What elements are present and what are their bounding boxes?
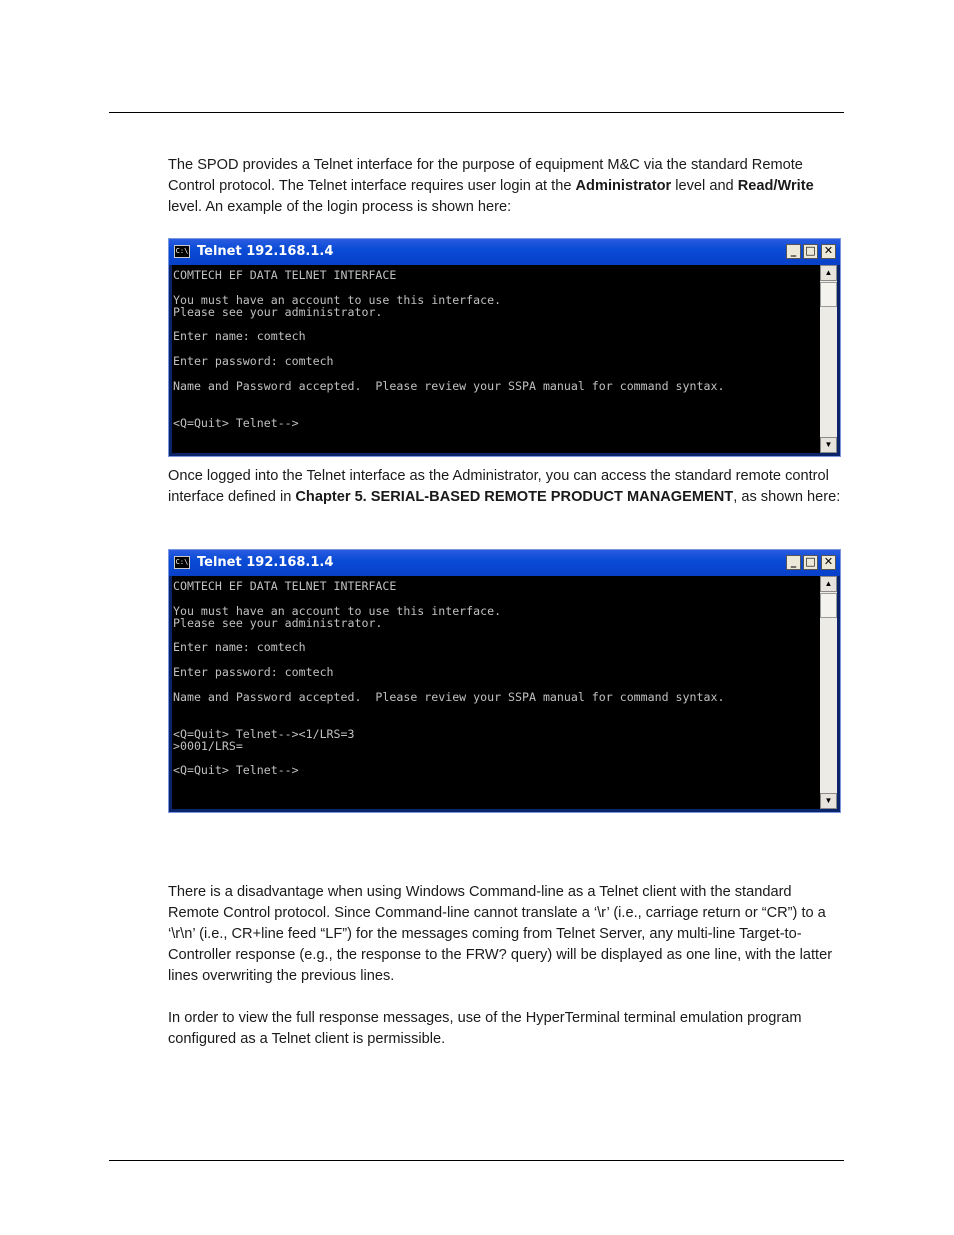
vertical-scrollbar[interactable] (820, 576, 837, 809)
intro-bold-administrator: Administrator (575, 178, 672, 194)
console-text: COMTECH EF DATA TELNET INTERFACE You must have an account to use this interface. Please see your administrator. Enter name: comtech Enter password: comtech Name and Password accepted. Please review your SSPA manual for command syntax. <Q=Quit> Telnet--> (173, 268, 725, 430)
telnet-window-login (168, 238, 841, 457)
window-title: Telnet 192.168.1.4 (197, 244, 334, 259)
window-title: Telnet 192.168.1.4 (197, 555, 334, 570)
scroll-down-button[interactable]: ▼ (820, 437, 837, 453)
close-button[interactable]: ✕ (821, 555, 836, 570)
intro-text-2: level and (671, 178, 738, 194)
intro-text-3: level. An example of the login process is shown here: (168, 199, 512, 215)
scroll-down-button[interactable]: ▼ (820, 793, 837, 809)
console-text: COMTECH EF DATA TELNET INTERFACE You must have an account to use this interface. Please see your administrator. Enter name: comtech Enter password: comtech Name and Password accepted. Please review your SSPA manual for command syntax. <Q=Quit> Telnet--><1/LRS=3 >0001/LRS= <Q=Quit> Telnet--> (173, 579, 725, 778)
footer-rule (109, 1160, 844, 1161)
access-paragraph (168, 466, 844, 508)
maximize-button[interactable]: □ (803, 555, 818, 570)
intro-bold-readwrite: Read/Write (737, 178, 814, 194)
intro-paragraph (168, 155, 844, 218)
close-button[interactable]: ✕ (821, 244, 836, 259)
scroll-thumb[interactable] (820, 593, 837, 618)
intro-text-1: The SPOD provides a Telnet interface for the purpose of equipment M&C via the standard Remote Control protocol. The Telnet interface requires user login at the (168, 157, 803, 194)
window-titlebar[interactable] (169, 550, 840, 576)
disadvantage-paragraph: There is a disadvantage when using Windows Command-line as a Telnet client with the standard Remote Control protocol. Since Command-line cannot translate a ‘\r’ (i.e., carriage return or “CR”) to a ‘\r\n’ (i.e., CR+line feed “LF”) for the messages coming from Telnet Server, any multi-line Target-to-Controller response (e.g., the response to the FRW? query) will be displayed as one line, with the latter lines overwriting the previous lines. (168, 884, 833, 984)
console-output[interactable] (172, 576, 820, 809)
window-titlebar[interactable] (169, 239, 840, 265)
scroll-up-button[interactable]: ▲ (820, 265, 837, 281)
maximize-button[interactable]: □ (803, 244, 818, 259)
minimize-button[interactable]: _ (786, 555, 801, 570)
scroll-thumb[interactable] (820, 282, 837, 307)
console-icon[interactable]: C:\ (174, 556, 190, 569)
access-text-2: , as shown here: (733, 489, 841, 505)
chapter-reference: Chapter 5. SERIAL-BASED REMOTE PRODUCT MANAGEMENT (295, 489, 734, 505)
minimize-button[interactable]: _ (786, 244, 801, 259)
console-output[interactable] (172, 265, 820, 453)
scroll-up-button[interactable]: ▲ (820, 576, 837, 592)
access-text-1: Once logged into the Telnet interface as the Administrator, you can access the standard remote control interface defined in (168, 468, 829, 505)
console-icon[interactable]: C:\ (174, 245, 190, 258)
vertical-scrollbar[interactable] (820, 265, 837, 453)
header-rule (109, 112, 844, 113)
telnet-window-command (168, 549, 841, 813)
hyperterminal-paragraph: In order to view the full response messages, use of the HyperTerminal terminal emulation program configured as a Telnet client is permissible. (168, 1010, 802, 1047)
